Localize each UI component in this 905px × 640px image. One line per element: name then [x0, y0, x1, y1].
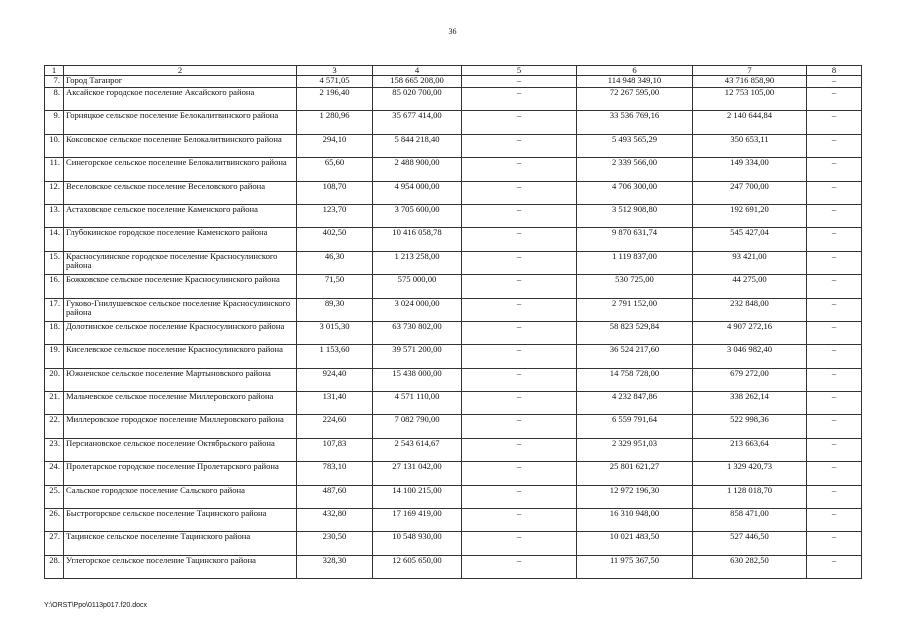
cell-col4: 17 169 419,00: [373, 509, 462, 532]
settlement-name: Астаховское сельское поселение Каменского района: [64, 204, 297, 227]
row-number: 7.: [45, 76, 64, 88]
cell-col8: –: [807, 345, 862, 368]
cell-col3: 4 571,05: [297, 76, 373, 88]
cell-col7: 545 427,04: [693, 228, 807, 251]
cell-col6: 114 948 349,10: [577, 76, 693, 88]
cell-col6: 4 706 300,00: [577, 181, 693, 204]
settlement-name: Сальское городское поселение Сальского района: [64, 485, 297, 508]
page-number: 36: [448, 27, 457, 36]
cell-col7: 12 753 105,00: [693, 88, 807, 111]
row-number: 13.: [45, 204, 64, 227]
cell-col7: 858 471,00: [693, 509, 807, 532]
row-number: 21.: [45, 392, 64, 415]
cell-col7: 3 046 982,40: [693, 345, 807, 368]
row-number: 26.: [45, 509, 64, 532]
data-table: [44, 65, 862, 579]
cell-col8: –: [807, 438, 862, 461]
settlement-name: Долотинское сельское поселение Красносулинского района: [64, 321, 297, 344]
row-number: 27.: [45, 532, 64, 555]
cell-col5: –: [462, 204, 577, 227]
cell-col7: 1 329 420,73: [693, 462, 807, 485]
table-row: [45, 251, 862, 274]
row-number: 22.: [45, 415, 64, 438]
cell-col6: 2 329 951,03: [577, 438, 693, 461]
settlement-name: Красносулинское городское поселение Красносулинского района: [64, 251, 297, 274]
cell-col5: –: [462, 555, 577, 578]
cell-col8: –: [807, 555, 862, 578]
row-number: 8.: [45, 88, 64, 111]
cell-col6: 9 870 631,74: [577, 228, 693, 251]
cell-col8: –: [807, 88, 862, 111]
cell-col6: 12 972 196,30: [577, 485, 693, 508]
cell-col4: 575 000,00: [373, 275, 462, 298]
cell-col4: 63 730 802,00: [373, 321, 462, 344]
table-row: [45, 345, 862, 368]
settlement-name: Персиановское сельское поселение Октябрьского района: [64, 438, 297, 461]
cell-col5: –: [462, 368, 577, 391]
table-row: [45, 438, 862, 461]
cell-col6: 4 232 847,86: [577, 392, 693, 415]
cell-col3: 46,30: [297, 251, 373, 274]
cell-col3: 783,10: [297, 462, 373, 485]
cell-col5: –: [462, 251, 577, 274]
settlement-name: Киселевское сельское поселение Красносулинского района: [64, 345, 297, 368]
cell-col4: 10 548 930,00: [373, 532, 462, 555]
cell-col6: 10 021 483,50: [577, 532, 693, 555]
settlement-name: Веселовское сельское поселение Веселовского района: [64, 181, 297, 204]
settlement-name: Глубокинское городское поселение Каменского района: [64, 228, 297, 251]
cell-col3: 402,50: [297, 228, 373, 251]
cell-col8: –: [807, 298, 862, 321]
cell-col8: –: [807, 509, 862, 532]
cell-col6: 33 536 769,16: [577, 111, 693, 134]
table-row: [45, 298, 862, 321]
column-header: 8: [807, 66, 862, 76]
cell-col8: –: [807, 368, 862, 391]
cell-col4: 5 844 218,40: [373, 134, 462, 157]
cell-col5: –: [462, 134, 577, 157]
row-number: 11.: [45, 158, 64, 181]
cell-col7: 2 140 644,84: [693, 111, 807, 134]
cell-col6: 14 758 728,00: [577, 368, 693, 391]
cell-col6: 25 801 621,27: [577, 462, 693, 485]
row-number: 16.: [45, 275, 64, 298]
column-header: 2: [64, 66, 297, 76]
settlement-name: Южненское сельское поселение Мартыновского района: [64, 368, 297, 391]
row-number: 12.: [45, 181, 64, 204]
cell-col5: –: [462, 532, 577, 555]
cell-col5: –: [462, 392, 577, 415]
column-header: 3: [297, 66, 373, 76]
cell-col4: 39 571 200,00: [373, 345, 462, 368]
cell-col5: –: [462, 509, 577, 532]
row-number: 14.: [45, 228, 64, 251]
cell-col3: 224,60: [297, 415, 373, 438]
cell-col5: –: [462, 345, 577, 368]
cell-col7: 4 907 272,16: [693, 321, 807, 344]
table-row: [45, 275, 862, 298]
row-number: 10.: [45, 134, 64, 157]
row-number: 25.: [45, 485, 64, 508]
cell-col5: –: [462, 415, 577, 438]
cell-col5: –: [462, 228, 577, 251]
settlement-name: Аксайское городское поселение Аксайского района: [64, 88, 297, 111]
settlement-name: Углегорское сельское поселение Тацинского района: [64, 555, 297, 578]
cell-col6: 2 791 152,00: [577, 298, 693, 321]
cell-col7: 43 716 858,90: [693, 76, 807, 88]
cell-col7: 44 275,00: [693, 275, 807, 298]
column-header: 5: [462, 66, 577, 76]
cell-col4: 4 954 000,00: [373, 181, 462, 204]
cell-col8: –: [807, 415, 862, 438]
header-row: [45, 66, 862, 76]
cell-col6: 530 725,00: [577, 275, 693, 298]
table-row: [45, 158, 862, 181]
settlement-name: Быстрогорское сельское поселение Тацинского района: [64, 509, 297, 532]
cell-col6: 16 310 948,00: [577, 509, 693, 532]
cell-col8: –: [807, 485, 862, 508]
cell-col8: –: [807, 76, 862, 88]
cell-col3: 71,50: [297, 275, 373, 298]
cell-col8: –: [807, 275, 862, 298]
cell-col4: 2 488 900,00: [373, 158, 462, 181]
cell-col6: 5 493 565,29: [577, 134, 693, 157]
row-number: 17.: [45, 298, 64, 321]
cell-col6: 72 267 595,00: [577, 88, 693, 111]
cell-col7: 350 653,11: [693, 134, 807, 157]
settlement-name: Коксовское сельское поселение Белокалитвинского района: [64, 134, 297, 157]
cell-col7: 679 272,00: [693, 368, 807, 391]
cell-col4: 158 665 208,00: [373, 76, 462, 88]
table-row: [45, 368, 862, 391]
cell-col7: 247 700,00: [693, 181, 807, 204]
cell-col6: 36 524 217,60: [577, 345, 693, 368]
cell-col4: 27 131 042,00: [373, 462, 462, 485]
table-row: [45, 181, 862, 204]
settlement-name: Горняцкое сельское поселение Белокалитвинского района: [64, 111, 297, 134]
cell-col4: 7 082 790,00: [373, 415, 462, 438]
cell-col3: 108,70: [297, 181, 373, 204]
cell-col7: 1 128 018,70: [693, 485, 807, 508]
cell-col4: 1 213 258,00: [373, 251, 462, 274]
row-number: 20.: [45, 368, 64, 391]
cell-col3: 89,30: [297, 298, 373, 321]
cell-col3: 123,70: [297, 204, 373, 227]
column-header: 7: [693, 66, 807, 76]
cell-col5: –: [462, 76, 577, 88]
cell-col3: 3 015,30: [297, 321, 373, 344]
row-number: 9.: [45, 111, 64, 134]
cell-col5: –: [462, 88, 577, 111]
cell-col4: 15 438 000,00: [373, 368, 462, 391]
cell-col4: 85 020 700,00: [373, 88, 462, 111]
cell-col3: 65,60: [297, 158, 373, 181]
cell-col8: –: [807, 321, 862, 344]
cell-col7: 630 282,50: [693, 555, 807, 578]
table-row: [45, 485, 862, 508]
cell-col4: 14 100 215,00: [373, 485, 462, 508]
cell-col7: 149 334,00: [693, 158, 807, 181]
table-row: [45, 555, 862, 578]
table-row: [45, 228, 862, 251]
row-number: 28.: [45, 555, 64, 578]
cell-col7: 232 848,00: [693, 298, 807, 321]
cell-col6: 1 119 837,00: [577, 251, 693, 274]
cell-col3: 432,80: [297, 509, 373, 532]
cell-col7: 338 262,14: [693, 392, 807, 415]
cell-col4: 3 705 600,00: [373, 204, 462, 227]
cell-col8: –: [807, 251, 862, 274]
cell-col3: 924,40: [297, 368, 373, 391]
cell-col8: –: [807, 204, 862, 227]
cell-col5: –: [462, 438, 577, 461]
cell-col8: –: [807, 228, 862, 251]
table-row: [45, 134, 862, 157]
table-row: [45, 204, 862, 227]
row-number: 24.: [45, 462, 64, 485]
cell-col3: 2 196,40: [297, 88, 373, 111]
settlement-name: Мальчевское сельское поселение Миллеровского района: [64, 392, 297, 415]
cell-col5: –: [462, 485, 577, 508]
settlement-name: Миллеровское городское поселение Миллеровского района: [64, 415, 297, 438]
cell-col7: 192 691,20: [693, 204, 807, 227]
settlement-name: Тацинское сельское поселение Тацинского района: [64, 532, 297, 555]
cell-col8: –: [807, 158, 862, 181]
cell-col3: 294,10: [297, 134, 373, 157]
cell-col6: 11 975 367,50: [577, 555, 693, 578]
cell-col7: 527 446,50: [693, 532, 807, 555]
cell-col8: –: [807, 181, 862, 204]
cell-col6: 58 823 529,84: [577, 321, 693, 344]
cell-col8: –: [807, 532, 862, 555]
cell-col3: 1 153,60: [297, 345, 373, 368]
cell-col3: 107,83: [297, 438, 373, 461]
cell-col6: 2 339 566,00: [577, 158, 693, 181]
column-header: 1: [45, 66, 64, 76]
column-header: 6: [577, 66, 693, 76]
cell-col5: –: [462, 158, 577, 181]
cell-col8: –: [807, 462, 862, 485]
settlement-name: Город Таганрог: [64, 76, 297, 88]
settlement-name: Синегорское сельское поселение Белокалитвинского района: [64, 158, 297, 181]
cell-col5: –: [462, 181, 577, 204]
table-row: [45, 509, 862, 532]
cell-col4: 35 677 414,00: [373, 111, 462, 134]
cell-col4: 12 605 650,00: [373, 555, 462, 578]
cell-col3: 328,30: [297, 555, 373, 578]
cell-col7: 213 663,64: [693, 438, 807, 461]
table-row: [45, 76, 862, 88]
table-row: [45, 532, 862, 555]
row-number: 23.: [45, 438, 64, 461]
table-row: [45, 392, 862, 415]
cell-col8: –: [807, 392, 862, 415]
settlement-name: Пролетарское городское поселение Пролетарского района: [64, 462, 297, 485]
cell-col5: –: [462, 298, 577, 321]
row-number: 15.: [45, 251, 64, 274]
table-row: [45, 462, 862, 485]
cell-col4: 2 543 614,67: [373, 438, 462, 461]
file-path-footer: Y:\ORST\Ppo\0113p017.f20.docx: [44, 602, 147, 609]
cell-col7: 522 998,36: [693, 415, 807, 438]
table-row: [45, 415, 862, 438]
table-row: [45, 88, 862, 111]
row-number: 18.: [45, 321, 64, 344]
cell-col7: 93 421,00: [693, 251, 807, 274]
row-number: 19.: [45, 345, 64, 368]
cell-col3: 1 280,96: [297, 111, 373, 134]
table-row: [45, 321, 862, 344]
cell-col4: 3 024 000,00: [373, 298, 462, 321]
cell-col4: 10 416 058,78: [373, 228, 462, 251]
cell-col8: –: [807, 111, 862, 134]
table-body: [45, 76, 862, 579]
cell-col5: –: [462, 275, 577, 298]
cell-col6: 6 559 791,64: [577, 415, 693, 438]
cell-col5: –: [462, 321, 577, 344]
cell-col6: 3 512 908,80: [577, 204, 693, 227]
table-row: [45, 111, 862, 134]
column-header: 4: [373, 66, 462, 76]
cell-col5: –: [462, 462, 577, 485]
cell-col3: 131,40: [297, 392, 373, 415]
cell-col4: 4 571 110,00: [373, 392, 462, 415]
cell-col8: –: [807, 134, 862, 157]
cell-col3: 230,50: [297, 532, 373, 555]
settlement-name: Гуково-Гнилушевское сельское поселение Красносулинского района: [64, 298, 297, 321]
cell-col5: –: [462, 111, 577, 134]
cell-col3: 487,60: [297, 485, 373, 508]
settlement-name: Божковское сельское поселение Красносулинского района: [64, 275, 297, 298]
